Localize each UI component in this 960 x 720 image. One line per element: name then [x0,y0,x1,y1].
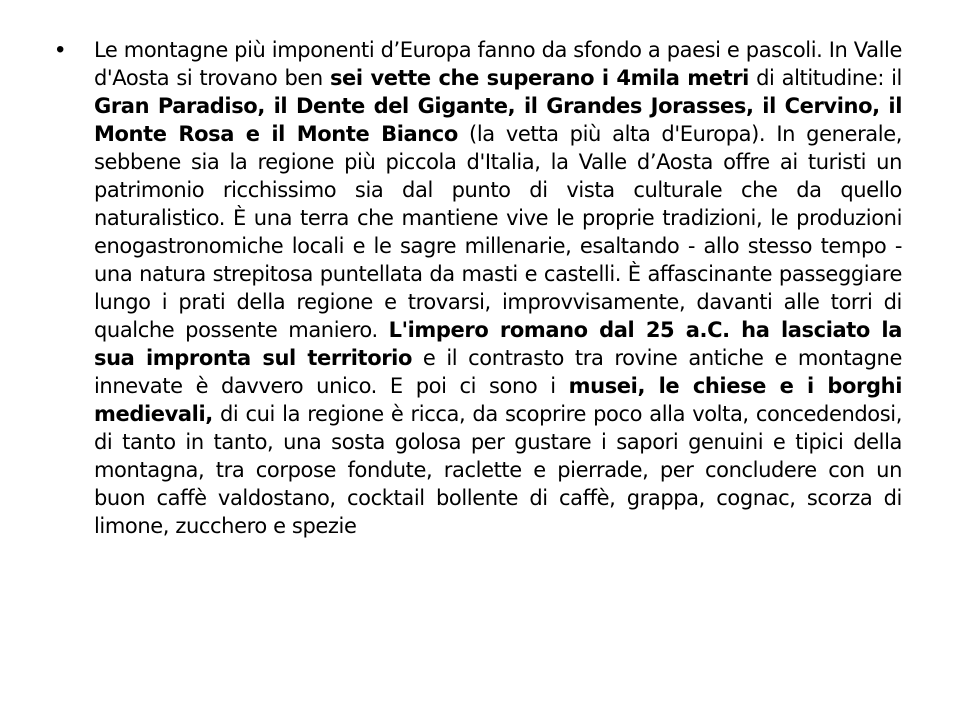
bold-text-segment: sei vette che superano i 4mila metri [329,66,749,90]
bullet-icon: • [56,36,65,63]
bold-text-segment: L'impero romano dal 25 a.C. ha lasciato la sua impronta sul territorio [94,318,902,370]
text-segment: (la vetta più alta d'Europa). In generale, sebbene sia la regione più piccola d'Italia, la Valle d’Aosta offre ai turisti un patrimonio ricchissimo sia dal punto di vista culturale che da quello naturalistico. È una terra che mantiene vive le proprie tradizioni, le produzioni enogastronomiche locali e le sagre millenarie, esaltando - allo stesso tempo - una natura strepitosa puntellata da masti e castelli. È affascinante passeggiare lungo i prati della regione e trovarsi, improvvisamente, davanti alle torri di qualche possente maniero. [94,122,902,342]
bullet-list [56,36,902,540]
bold-text-segment: musei, le chiese e i borghi medievali, [94,374,902,426]
text-segment: Le montagne più imponenti d’Europa fanno da sfondo a paesi e pascoli. In Valle d'Aosta si trovano ben [94,38,902,90]
bold-text-segment: Gran Paradiso, il Dente del Gigante, il Grandes Jorasses, il Cervino, il Monte Rosa e il Monte Bianco [94,94,902,146]
text-segment: di cui la regione è ricca, da scoprire poco alla volta, concedendosi, di tanto in tanto, una sosta golosa per gustare i sapori genuini e tipici della montagna, tra corpose fondute, raclette e pierrade, per concludere con un buon caffè valdostano, cocktail bollente di caffè, grappa, cognac, scorza di limone, zucchero e spezie [94,402,902,538]
body-paragraph [94,36,902,540]
text-segment: e il contrasto tra rovine antiche e montagne innevate è davvero unico. E poi ci sono i [94,346,902,398]
text-segment: di altitudine: il [748,66,902,90]
bullet-item [56,36,902,540]
